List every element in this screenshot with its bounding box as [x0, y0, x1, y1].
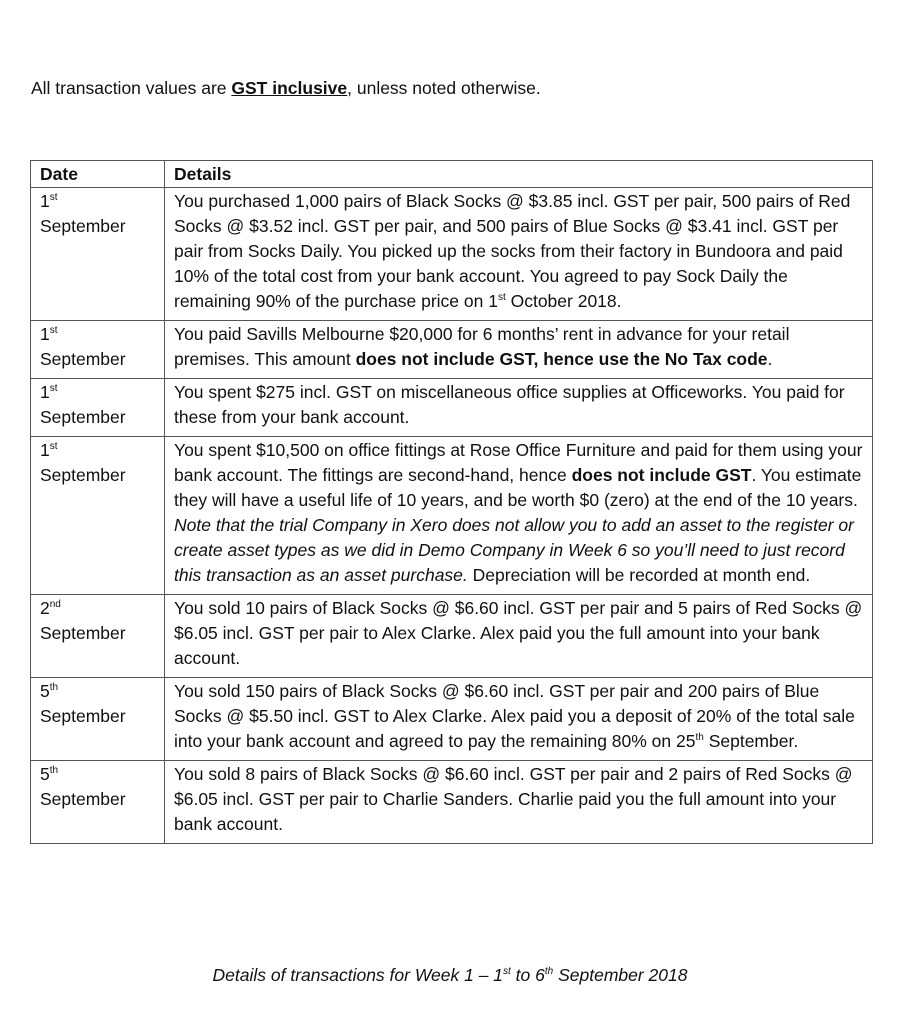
- date-cell: [31, 379, 165, 437]
- details-sup: th: [695, 732, 704, 743]
- details-cell: [165, 379, 873, 437]
- date-day: 1: [40, 382, 50, 402]
- table-header-row: [31, 161, 873, 188]
- date-day: 1: [40, 324, 50, 344]
- transactions-table: [30, 160, 873, 844]
- caption-part: to 6: [510, 965, 545, 985]
- details-text: You sold 8 pairs of Black Socks @ $6.60 incl. GST per pair and 2 pairs of Red Socks @ $6.05 incl. GST per pair to Charlie Sanders. Charlie paid you the full amount into your bank account.: [174, 764, 853, 834]
- details-text: You purchased 1,000 pairs of Black Socks @ $3.85 incl. GST per pair, 500 pairs of Red Socks @ $3.52 incl. GST per pair, and 500 pairs of Blue Socks @ $3.41 incl. GST per pair from Socks Daily. You picked up the socks from their factory in Bundoora and paid 10% of the total cost from your bank account. You agreed to pay Sock Daily the remaining 90% of the purchase price on 1: [174, 191, 851, 311]
- date-suffix: st: [49, 325, 58, 336]
- date-month: September: [40, 623, 126, 643]
- details-cell: [165, 761, 873, 844]
- date-suffix: st: [49, 441, 58, 452]
- date-day: 2: [40, 598, 50, 618]
- intro-prefix: All transaction values are: [31, 78, 232, 98]
- details-bold: does not include GST: [571, 465, 752, 485]
- table-row: [31, 379, 873, 437]
- details-cell: [165, 437, 873, 595]
- details-text: You sold 10 pairs of Black Socks @ $6.60 incl. GST per pair and 5 pairs of Red Socks @ $6.05 incl. GST per pair to Alex Clarke. Alex paid you the full amount into your bank account.: [174, 598, 863, 668]
- table-row: [31, 761, 873, 844]
- date-cell: [31, 678, 165, 761]
- date-cell: [31, 437, 165, 595]
- caption-part: Details of transactions for Week 1 – 1: [212, 965, 504, 985]
- caption-sup: th: [544, 966, 554, 977]
- details-text-mid: . You estimate they will have a useful life of 10 years, and be worth $0 (zero) at the end of the 10 years.: [174, 465, 862, 510]
- table-row: [31, 595, 873, 678]
- details-cell: [165, 678, 873, 761]
- date-month: September: [40, 407, 126, 427]
- details-cell: [165, 595, 873, 678]
- details-text-end: October 2018.: [505, 291, 622, 311]
- date-suffix: st: [49, 192, 58, 203]
- date-cell: [31, 595, 165, 678]
- table-row: [31, 678, 873, 761]
- details-text-end: September.: [703, 731, 799, 751]
- table-row: [31, 188, 873, 321]
- date-cell: [31, 188, 165, 321]
- date-month: September: [40, 465, 126, 485]
- date-month: September: [40, 216, 126, 236]
- details-text: You spent $275 incl. GST on miscellaneous office supplies at Officeworks. You paid for these from your bank account.: [174, 382, 845, 427]
- date-month: September: [40, 789, 126, 809]
- intro-suffix: , unless noted otherwise.: [347, 78, 541, 98]
- caption-sup: st: [503, 966, 511, 977]
- date-suffix: th: [49, 765, 59, 776]
- details-cell: [165, 188, 873, 321]
- details-text-end: .: [767, 349, 773, 369]
- table-row: [31, 321, 873, 379]
- header-details: Details: [165, 161, 873, 188]
- date-suffix: th: [49, 682, 59, 693]
- date-day: 1: [40, 440, 50, 460]
- date-suffix: st: [49, 383, 58, 394]
- table-row: [31, 437, 873, 595]
- intro-note: [31, 78, 541, 99]
- details-text: You paid Savills Melbourne $20,000 for 6 months’ rent in advance for your retail premises. This amount: [174, 324, 790, 369]
- details-sup: st: [497, 292, 506, 303]
- details-text: You spent $10,500 on office fittings at Rose Office Furniture and paid for them using your bank account. The fittings are second-hand, hence: [174, 440, 863, 485]
- date-month: September: [40, 349, 126, 369]
- date-cell: [31, 321, 165, 379]
- table-caption: [0, 965, 900, 986]
- caption-part: September 2018: [553, 965, 688, 985]
- intro-emphasis: GST inclusive: [231, 78, 348, 98]
- date-day: 5: [40, 764, 50, 784]
- date-month: September: [40, 706, 126, 726]
- date-cell: [31, 761, 165, 844]
- date-suffix: nd: [49, 599, 61, 610]
- details-text: You sold 150 pairs of Black Socks @ $6.60 incl. GST per pair and 200 pairs of Blue Socks @ $5.50 incl. GST to Alex Clarke. Alex paid you a deposit of 20% of the total sale into your bank account and agreed to pay the remaining 80% on 25: [174, 681, 855, 751]
- details-italic-note: Note that the trial Company in Xero does not allow you to add an asset to the register or create asset types as we did in Demo Company in Week 6 so you’ll need to just record this transaction as an asset purchase.: [174, 515, 854, 585]
- date-day: 1: [40, 191, 50, 211]
- details-cell: [165, 321, 873, 379]
- date-day: 5: [40, 681, 50, 701]
- details-text-end: Depreciation will be recorded at month end.: [467, 565, 811, 585]
- header-date: Date: [31, 161, 165, 188]
- details-bold: does not include GST, hence use the No Tax code: [355, 349, 768, 369]
